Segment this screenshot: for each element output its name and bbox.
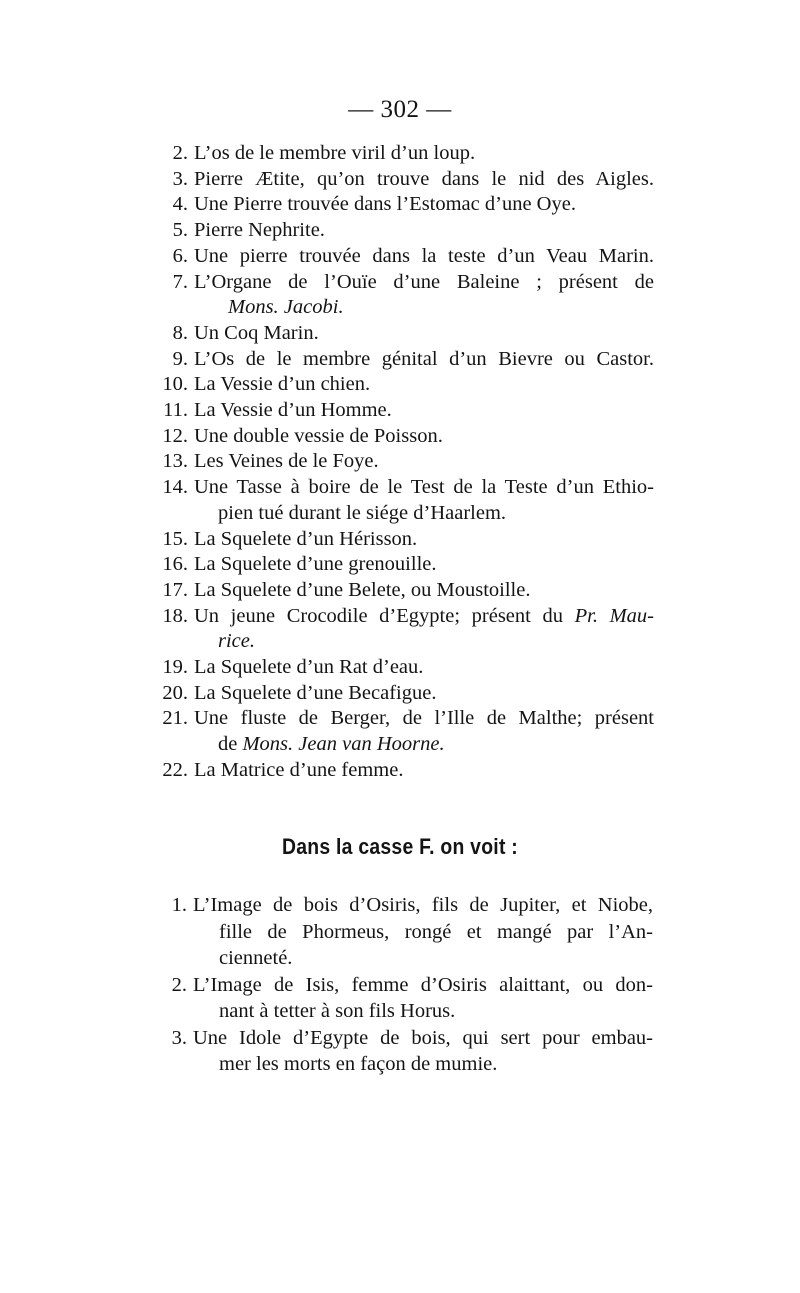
item-number: 1. — [171, 894, 187, 916]
list-item — [158, 372, 654, 398]
item-number: 8. — [172, 321, 188, 344]
item-number: 9. — [172, 347, 188, 370]
inventory-list-continued — [158, 141, 654, 784]
item-text: Un jeune Crocodile d’Egypte; présent du — [194, 604, 563, 627]
item-number: 7. — [172, 270, 188, 293]
item-number: 14. — [162, 476, 188, 499]
item-number: 10. — [162, 373, 188, 396]
item-text: L’os de le membre viril d’un loup. — [194, 142, 476, 164]
item-text: La Squelete d’une Belete, ou Moustoille. — [194, 578, 531, 601]
item-number: 15. — [162, 527, 188, 550]
donor-name: Mons. Jacobi. — [228, 296, 344, 319]
item-text: La Matrice d’une femme. — [194, 758, 404, 781]
list-item — [158, 347, 654, 373]
list-item — [158, 758, 654, 784]
list-item — [158, 424, 654, 450]
item-text: La Vessie d’un chien. — [194, 373, 371, 396]
list-item — [158, 141, 654, 167]
item-text-continued: nant à tetter à son fils Horus. — [219, 1000, 456, 1022]
item-text: Une Tasse à boire de le Test de la Teste d’un Ethio- — [194, 476, 654, 499]
item-number: 11. — [163, 399, 188, 422]
item-number: 6. — [172, 244, 188, 267]
item-number: 22. — [162, 758, 188, 781]
item-text: Pierre Ætite, qu’on trouve dans le nid des Aigles. — [194, 167, 654, 190]
item-number: 20. — [162, 681, 188, 704]
item-text: L’Image de bois d’Osiris, fils de Jupiter, et Niobe, — [193, 894, 653, 916]
item-text: Un Coq Marin. — [194, 321, 319, 344]
item-text: Une Pierre trouvée dans l’Estomac d’une Oye. — [194, 193, 576, 216]
page-number: — 302 — — [348, 96, 452, 123]
item-text: Une double vessie de Poisson. — [194, 424, 443, 447]
item-number: 12. — [162, 424, 188, 447]
list-item — [167, 892, 653, 972]
item-number: 4. — [172, 193, 188, 216]
list-item — [167, 972, 653, 1025]
item-number: 2. — [171, 973, 187, 996]
item-text: La Vessie d’un Homme. — [194, 399, 392, 422]
item-text-prefix: de — [218, 733, 238, 756]
item-number: 3. — [171, 1026, 187, 1049]
item-number: 16. — [162, 553, 188, 576]
item-text-continued: cienneté. — [219, 947, 293, 969]
list-item — [158, 578, 654, 604]
list-item — [158, 192, 654, 218]
casse-f-list — [167, 892, 653, 1078]
item-text-continued: fille de Phormeus, rongé et mangé par l’An- — [219, 920, 653, 943]
list-item — [158, 398, 654, 424]
list-item — [158, 527, 654, 553]
list-item — [158, 270, 654, 321]
item-number: 17. — [162, 578, 188, 601]
item-text: La Squelete d’une grenouille. — [194, 553, 437, 576]
list-item — [158, 552, 654, 578]
item-text: L’Image de Isis, femme d’Osiris alaittant, ou don- — [193, 973, 653, 996]
item-text: Une Idole d’Egypte de bois, qui sert pour embau- — [193, 1026, 653, 1049]
section-heading: Dans la casse F. on voit : — [281, 834, 519, 859]
list-item — [167, 1025, 653, 1078]
item-text: Pierre Nephrite. — [194, 219, 325, 242]
item-text-line — [188, 604, 654, 630]
item-number: 19. — [162, 656, 188, 679]
list-item — [158, 475, 654, 526]
item-number: 2. — [172, 142, 188, 164]
item-number: 13. — [162, 450, 188, 473]
list-item — [158, 706, 654, 757]
item-text: La Squelete d’un Hérisson. — [194, 527, 418, 550]
item-number: 21. — [162, 707, 188, 730]
list-item — [158, 218, 654, 244]
list-item — [158, 655, 654, 681]
list-item — [158, 681, 654, 707]
item-text: Les Veines de le Foye. — [194, 450, 379, 473]
list-item — [158, 167, 654, 193]
list-item — [158, 604, 654, 655]
list-item — [158, 244, 654, 270]
donor-name: Pr. Mau- — [574, 604, 655, 627]
item-text-continued: pien tué durant le siége d’Haarlem. — [218, 501, 507, 524]
item-number: 5. — [172, 219, 188, 242]
item-text: La Squelete d’un Rat d’eau. — [194, 656, 424, 679]
item-text-continued-line — [188, 732, 654, 758]
item-text: L’Organe de l’Ouïe d’une Baleine ; présent de — [194, 270, 654, 293]
donor-name: Mons. Jean van Hoorne. — [242, 733, 445, 756]
item-text: L’Os de le membre génital d’un Bievre ou Castor. — [194, 347, 654, 370]
list-item — [158, 449, 654, 475]
item-number: 3. — [172, 167, 188, 190]
donor-name-continued: rice. — [218, 630, 255, 653]
list-item — [158, 321, 654, 347]
item-text: Une fluste de Berger, de l’Ille de Malthe; présent — [194, 707, 654, 730]
item-number: 18. — [162, 604, 188, 627]
item-text: Une pierre trouvée dans la teste d’un Veau Marin. — [194, 244, 654, 267]
item-text-continued: mer les morts en façon de mumie. — [219, 1053, 498, 1075]
item-text: La Squelete d’une Becafigue. — [194, 681, 437, 704]
